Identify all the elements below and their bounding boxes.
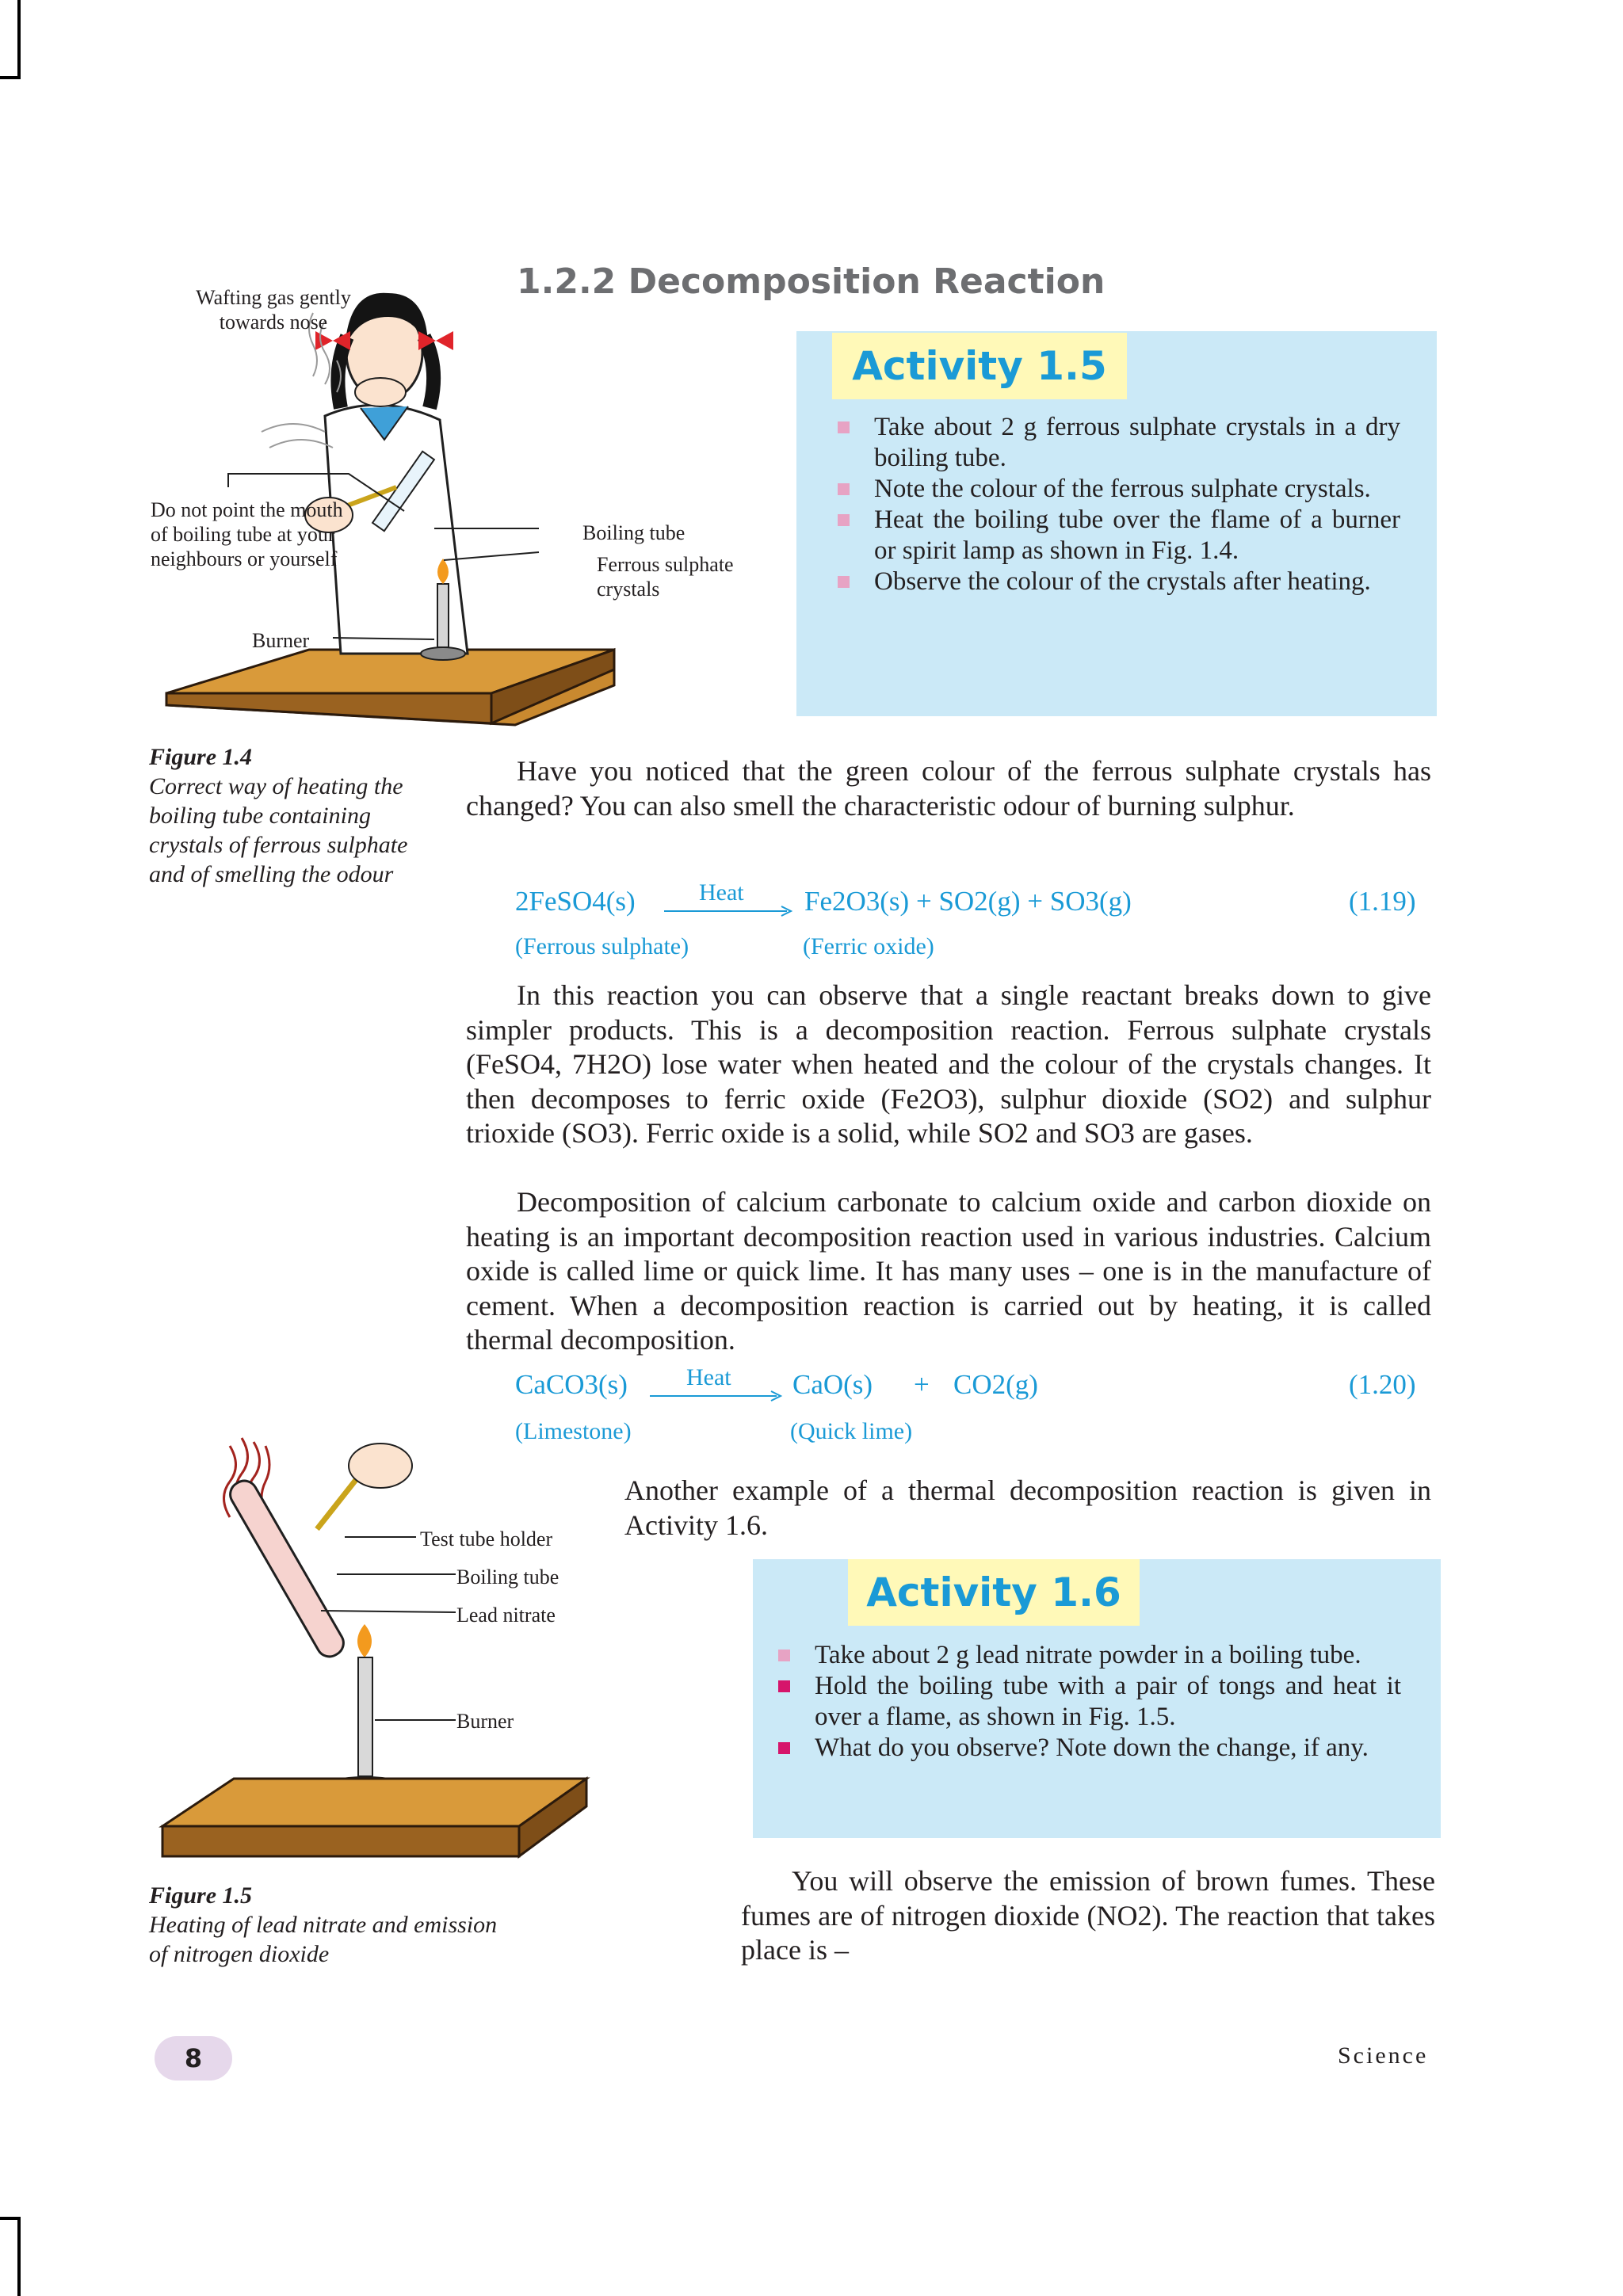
braid-right (424, 337, 433, 408)
crop-mark-top-left-v (17, 0, 21, 79)
figure-1-5-caption (149, 1881, 498, 1969)
eq120-number: (1.20) (1349, 1369, 1416, 1400)
burner-15-stem (358, 1657, 372, 1776)
burner-base (421, 647, 465, 660)
figure-1-4-text: Correct way of heating the boiling tube containing crystals of ferrous sulphate and of smelling the odour (149, 773, 408, 887)
eq119-heat: Heat (699, 879, 744, 906)
figure-1-5-illustration (155, 1406, 598, 1866)
bullet-icon (838, 421, 850, 433)
eq119-label-reactant: (Ferrous sulphate) (515, 933, 689, 959)
table-front (166, 693, 491, 723)
eq120-label-reactant: (Limestone) (515, 1418, 632, 1444)
paragraph-4: Another example of a thermal decomposition reaction is given in Activity 1.6. (624, 1474, 1431, 1541)
list-item: Take about 2 g ferrous sulphate crystals in a dry boiling tube. (836, 412, 1400, 474)
bullet-icon (778, 1680, 790, 1692)
activity-1-6-title: Activity 1.6 (848, 1559, 1140, 1626)
eq120-reactant: CaCO3(s) (515, 1369, 628, 1400)
boiling-tube-15 (226, 1476, 348, 1661)
label-burner-14: Burner (252, 629, 310, 652)
label-holder: Test tube holder (420, 1527, 553, 1550)
eq120-arrow (650, 1390, 785, 1402)
leader-lines-15 (321, 1537, 456, 1720)
footer-book-title: Science (1338, 2042, 1429, 2069)
burner-stem (437, 584, 449, 647)
eq120-product1: CaO(s) (792, 1369, 873, 1400)
flame-15 (357, 1624, 372, 1657)
activity-1-5-list (836, 412, 1400, 597)
label-lead-nitrate: Lead nitrate (456, 1604, 556, 1627)
equation-1-19 (515, 886, 636, 917)
list-item: Heat the boiling tube over the flame of a burner or spirit lamp as shown in Fig. 1.4. (836, 505, 1400, 566)
bullet-icon (838, 483, 850, 495)
crop-mark-bottom-left-h (0, 2217, 21, 2220)
eq120-label-product: (Quick lime) (790, 1418, 913, 1444)
list-item: What do you observe? Note down the change, if any. (777, 1733, 1401, 1764)
eq120-heat: Heat (686, 1364, 731, 1390)
label-do-not-point: Do not point the mouth of boiling tube at your neighbours or yourself (151, 498, 343, 570)
eq119-arrow (664, 905, 795, 917)
label-wafting: Wafting gas gently towards nose (196, 286, 351, 334)
eq119-products: Fe2O3(s) + SO2(g) + SO3(g) (804, 886, 1132, 917)
eq119-number: (1.19) (1349, 886, 1416, 917)
crop-mark-top-left-h (0, 76, 21, 79)
crop-mark-bottom-left-v (17, 2217, 21, 2296)
paragraph-2: In this reaction you can observe that a single reactant breaks down to give simpler products. This is a decomposition reaction. Ferrous sulphate crystals (FeSO4, 7H2O) lose water when heated and the colour of the crystals changes. It then decomposes to ferric oxide (Fe2O3), sulphur dioxide (SO2) and sulphur trioxide (SO3). Ferric oxide is a solid, while SO2 and SO3 are gases. (466, 979, 1431, 1149)
paragraph-5: You will observe the emission of brown fumes. These fumes are of nitrogen dioxide (NO2). The reaction that takes place is – (741, 1865, 1435, 1966)
paragraph-1: Have you noticed that the green colour of the ferrous sulphate crystals has changed? You can also smell the characteristic odour of burning sulphur. (466, 755, 1431, 822)
label-boiling-tube: Boiling tube (582, 521, 685, 544)
figure-1-4-title: Figure 1.4 (149, 744, 253, 770)
eq119-label-product: (Ferric oxide) (803, 933, 934, 959)
section-heading: 1.2.2 Decomposition Reaction (517, 261, 1106, 302)
eq119-reactant: 2FeSO4(s) (515, 886, 636, 917)
paragraph-3: Decomposition of calcium carbonate to calcium oxide and carbon dioxide on heating is an important decomposition reaction used in various industries. Calcium oxide is called lime or quick lime. It has many uses – one is in the manufacture of cement. When a decomposition reaction is carried out by heating, it is called thermal decomposition. (466, 1186, 1431, 1356)
activity-1-6-list (777, 1640, 1401, 1764)
eq120-product2: CO2(g) (953, 1369, 1038, 1400)
figure-1-4-caption (149, 742, 434, 889)
table-15-top (162, 1779, 586, 1826)
bullet-icon (838, 514, 850, 526)
figure-1-5-text: Heating of lead nitrate and emission of nitrogen dioxide (149, 1912, 498, 1967)
bullet-icon (778, 1742, 790, 1754)
hand-waft (355, 378, 406, 406)
table-15-front (162, 1826, 519, 1856)
list-item: Observe the colour of the crystals after heating. (836, 566, 1400, 597)
hand-15 (349, 1444, 412, 1488)
eq120-plus: + (914, 1369, 930, 1400)
activity-1-5-title: Activity 1.5 (832, 333, 1127, 399)
list-item: Take about 2 g lead nitrate powder in a boiling tube. (777, 1640, 1401, 1671)
bullet-icon (778, 1650, 790, 1661)
list-item: Note the colour of the ferrous sulphate crystals. (836, 474, 1400, 505)
list-item: Hold the boiling tube with a pair of tongs and heat it over a flame, as shown in Fig. 1.5. (777, 1671, 1401, 1733)
label-boiling-tube-15: Boiling tube (456, 1566, 559, 1589)
label-ferrous-crystals: Ferrous sulphate crystals (597, 553, 734, 601)
label-burner-15: Burner (456, 1710, 514, 1733)
figure-1-5-title: Figure 1.5 (149, 1882, 253, 1909)
bullet-icon (838, 576, 850, 588)
page-number: 8 (155, 2036, 232, 2081)
